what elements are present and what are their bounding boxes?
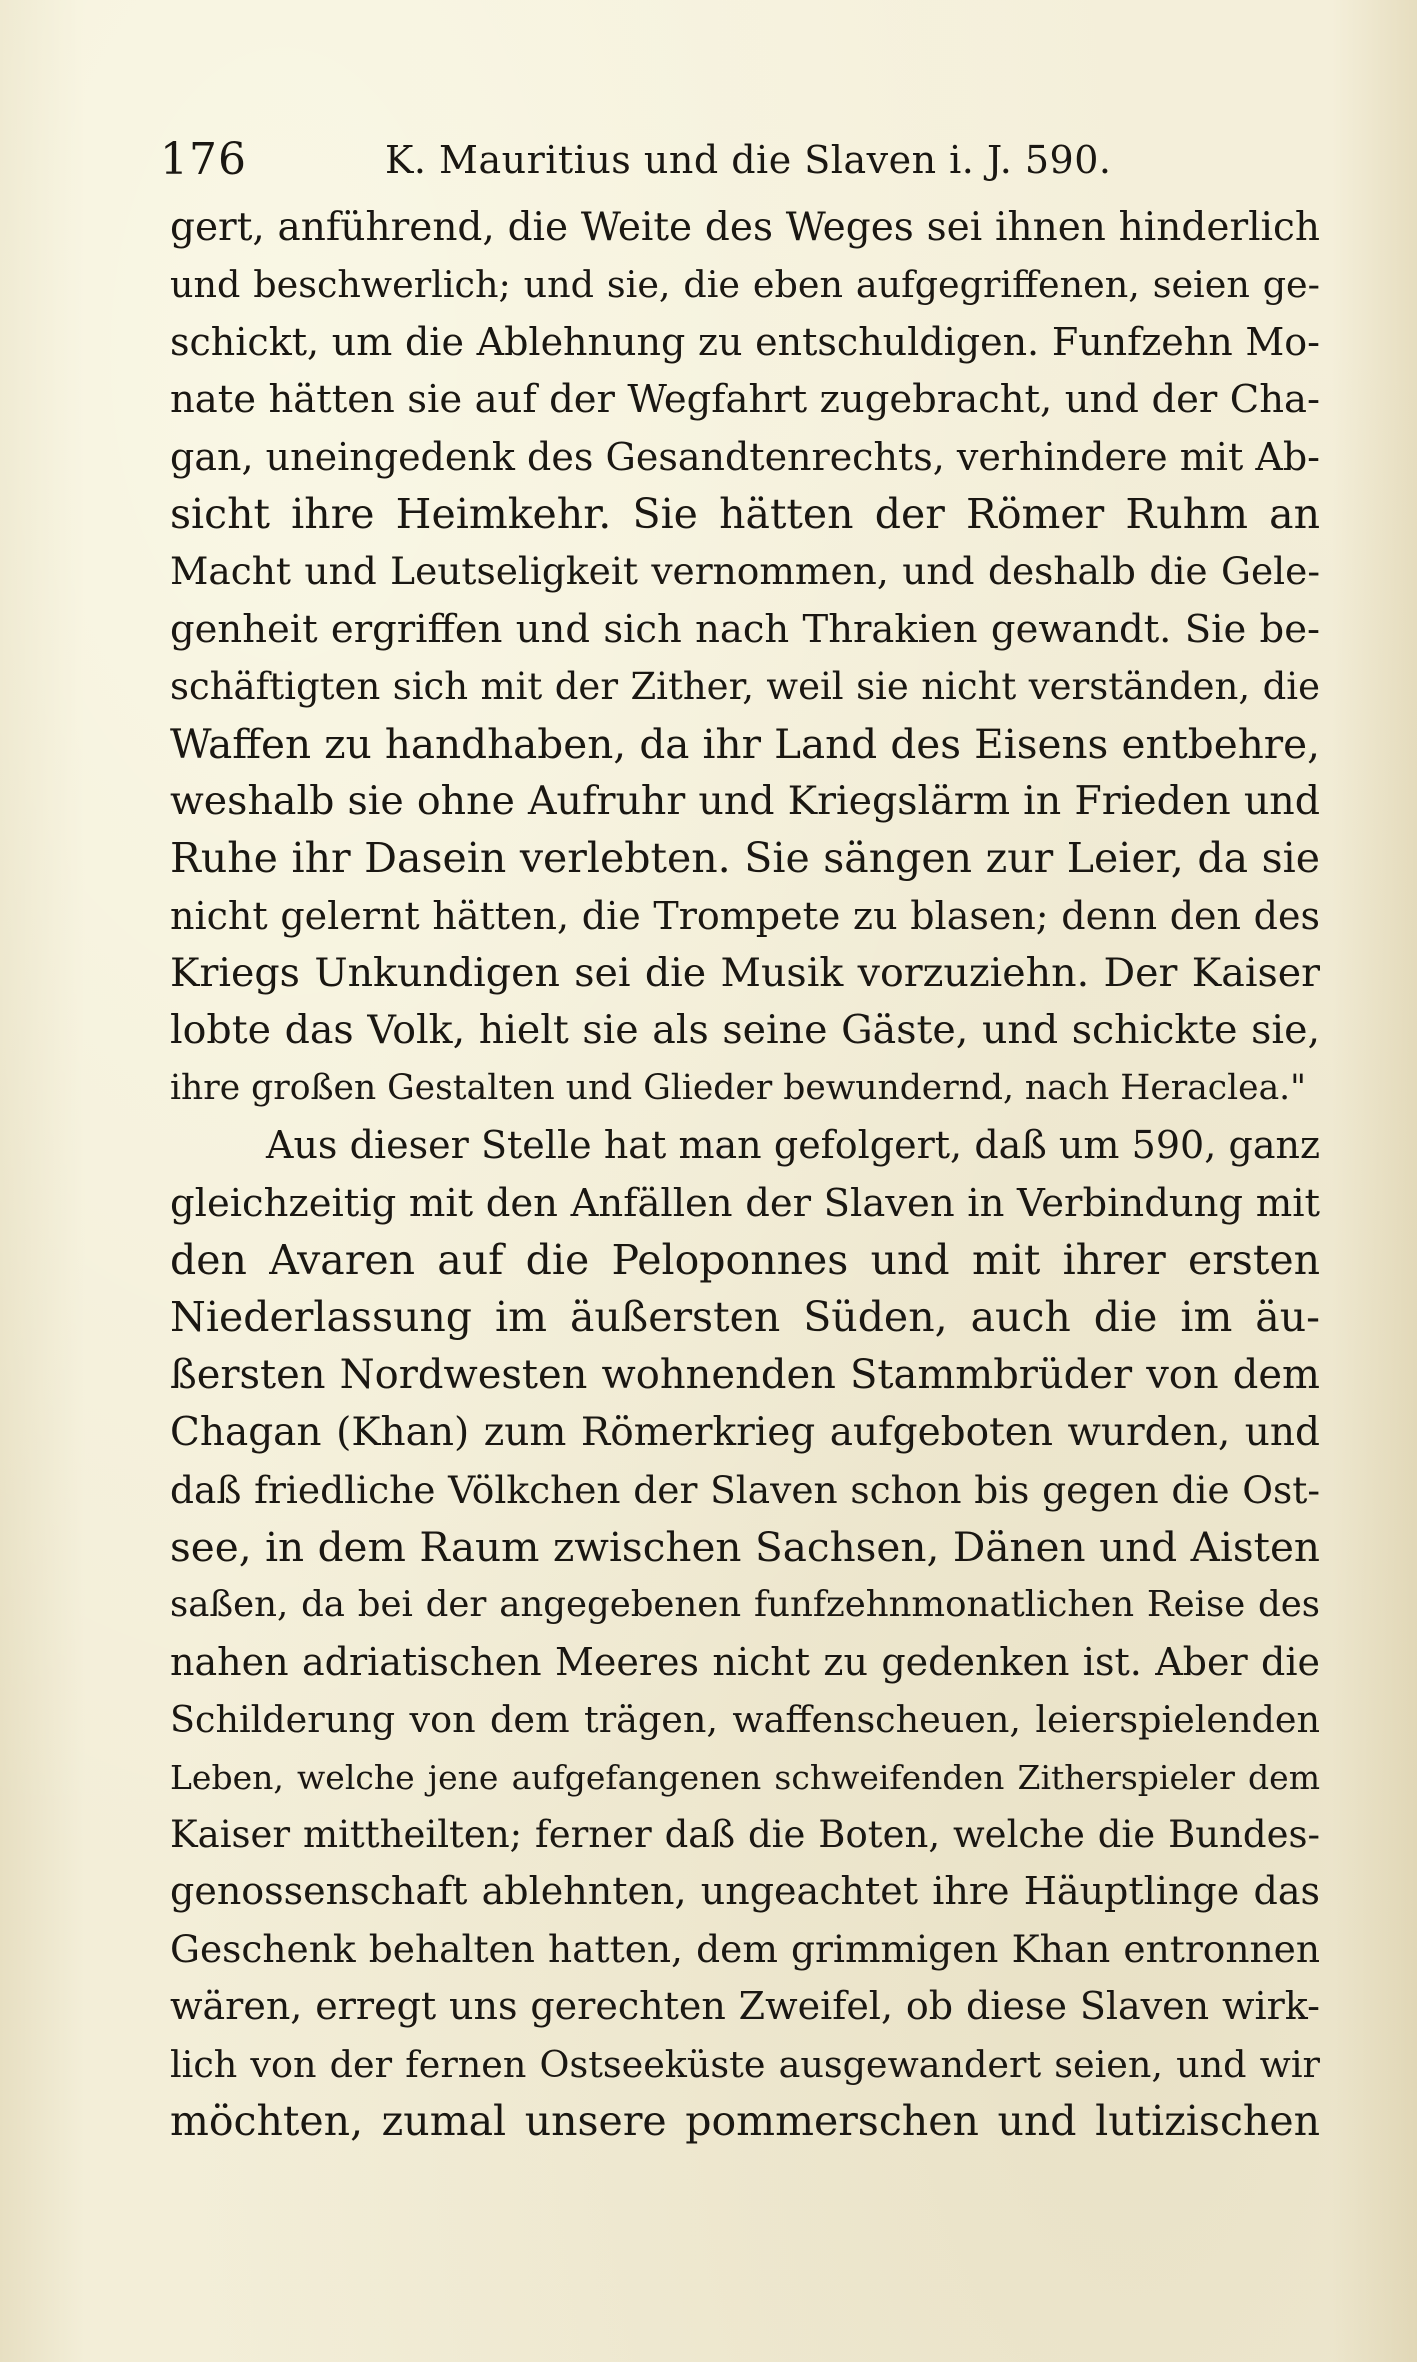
text-line: ihre großen Gestalten und Glieder bewundernd, nach Heraclea." xyxy=(170,1067,1306,1108)
text-line: schäftigten sich mit der Zither, weil sie nicht verständen, die xyxy=(170,665,1320,709)
text-line: weshalb sie ohne Aufruhr und Kriegslärm in Frieden und xyxy=(170,777,1320,824)
text-line: Kaiser mittheilten; ferner daß die Boten, welche die Bundes- xyxy=(170,1812,1320,1856)
text-line: daß friedliche Völkchen der Slaven schon bis gegen die Ost- xyxy=(170,1467,1320,1512)
text-line: gert, anführend, die Weite des Weges sei ihnen hinderlich xyxy=(170,205,1320,250)
text-line: möchten, zumal unsere pommerschen und lutizischen xyxy=(170,2096,1320,2145)
text-line: Geschenk behalten hatten, dem grimmigen Khan entronnen xyxy=(170,1926,1320,1971)
body-text xyxy=(170,199,1320,2150)
text-line: sicht ihre Heimkehr. Sie hätten der Römer Ruhm an xyxy=(170,489,1320,538)
text-line: nate hätten sie auf der Wegfahrt zugebracht, und der Cha- xyxy=(170,377,1320,423)
text-line: Niederlassung im äußersten Süden, auch die im äu- xyxy=(170,1293,1320,1342)
page-number: 176 xyxy=(160,134,247,185)
text-line: Waffen zu handhaben, da ihr Land des Eisens entbehre, xyxy=(170,719,1320,768)
page-header xyxy=(160,130,1300,190)
text-line: Chagan (Khan) zum Römerkrieg aufgeboten wurden, und xyxy=(170,1410,1320,1456)
text-line: lich von der fernen Ostseeküste ausgewandert seien, und wir xyxy=(170,2042,1320,2086)
text-line: Schilderung von dem trägen, waffenscheuen, leierspielenden xyxy=(170,1698,1320,1742)
text-line: Ruhe ihr Dasein verlebten. Sie sängen zur Leier, da sie xyxy=(170,834,1320,883)
text-line: Aus dieser Stelle hat man gefolgert, daß um 590, ganz xyxy=(266,1123,1320,1168)
text-line: saßen, da bei der angegebenen funfzehnmonatlichen Reise des xyxy=(170,1584,1320,1626)
text-line: nahen adriatischen Meeres nicht zu gedenken ist. Aber die xyxy=(170,1639,1320,1684)
text-line: Macht und Leutseligkeit vernommen, und deshalb die Gele- xyxy=(170,549,1320,594)
text-line: nicht gelernt hätten, die Trompete zu blasen; denn den des xyxy=(170,893,1320,938)
running-head: K. Mauritius und die Slaven i. J. 590. xyxy=(385,138,1112,182)
text-line: gleichzeitig mit den Anfällen der Slaven in Verbindung mit xyxy=(170,1180,1320,1226)
text-line: Kriegs Unkundigen sei die Musik vorzuziehn. Der Kaiser xyxy=(170,950,1320,997)
text-line: ßersten Nordwesten wohnenden Stammbrüder von dem xyxy=(170,1351,1320,1398)
text-line: wären, erregt uns gerechten Zweifel, ob diese Slaven wirk- xyxy=(170,1984,1320,2029)
text-line: see, in dem Raum zwischen Sachsen, Dänen und Aisten xyxy=(170,1522,1320,1571)
text-line: lobte das Volk, hielt sie als seine Gäste, und schickte sie, xyxy=(170,1007,1320,1054)
text-line: schickt, um die Ablehnung zu entschuldigen. Funfzehn Mo- xyxy=(170,319,1320,364)
text-line: und beschwerlich; und sie, die eben aufgegriffenen, seien ge- xyxy=(170,263,1320,307)
text-line: gan, uneingedenk des Gesandtenrechts, verhindere mit Ab- xyxy=(170,434,1320,479)
text-line: genossenschaft ablehnten, ungeachtet ihre Häuptlinge das xyxy=(170,1869,1320,1914)
text-line: den Avaren auf die Peloponnes und mit ihrer ersten xyxy=(170,1236,1320,1285)
text-line: Leben, welche jene aufgefangenen schweifenden Zitherspieler dem xyxy=(170,1757,1320,1797)
text-line: genheit ergriffen und sich nach Thrakien gewandt. Sie be- xyxy=(170,606,1320,652)
